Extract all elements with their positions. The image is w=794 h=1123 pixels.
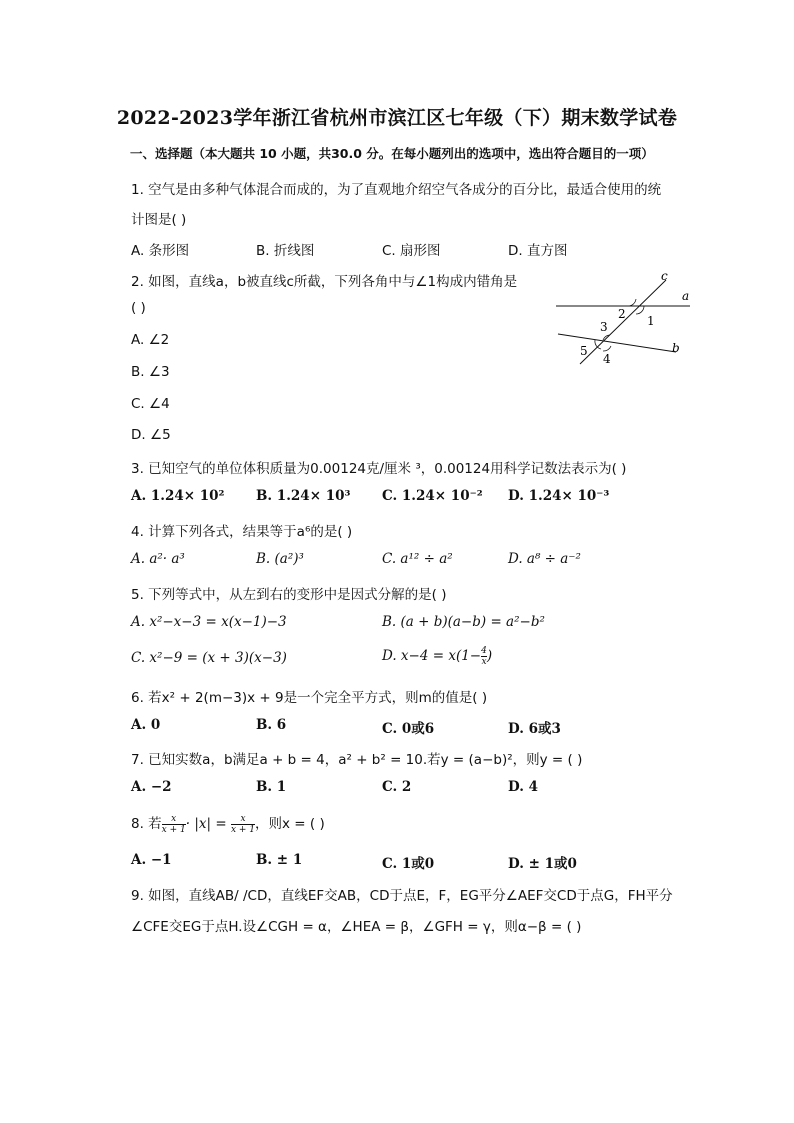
page-title: 2022-2023学年浙江省杭州市滨江区七年级（下）期末数学试卷 — [116, 107, 678, 129]
angle-arc-4 — [603, 346, 611, 351]
question-1-text-line1: 1. 空气是由多种气体混合而成的，为了直观地介绍空气各成分的百分比，最适合使用的统 — [131, 182, 662, 198]
label-2: 2 — [618, 307, 626, 321]
q5-option-d-close: ) — [486, 648, 493, 664]
q3-option-d: D. 1.24× 10⁻³ — [508, 488, 610, 504]
angle-arc-2 — [628, 299, 636, 306]
angle-arc-1 — [636, 306, 644, 314]
fraction-numerator: x — [240, 813, 246, 824]
q8-option-c: C. 1或0 — [382, 856, 435, 872]
question-2-text-line2: ( ) — [131, 300, 146, 316]
q3-option-c: C. 1.24× 10⁻² — [382, 488, 483, 504]
q8-prefix: 8. 若 — [131, 816, 162, 832]
q3-option-b: B. 1.24× 10³ — [256, 488, 351, 504]
q2-option-b: B. ∠3 — [131, 364, 170, 380]
q1-option-a: A. 条形图 — [131, 243, 190, 259]
q7-option-c: C. 2 — [382, 779, 412, 795]
q5-option-b: B. (a + b)(a−b) = a²−b² — [382, 614, 545, 630]
q5-option-a: A. x²−x−3 = x(x−1)−3 — [131, 614, 287, 630]
fraction-denominator: x — [481, 657, 487, 667]
line-b — [558, 334, 676, 352]
q6-option-d: D. 6或3 — [508, 721, 561, 737]
question-3-text: 3. 已知空气的单位体积质量为0.00124克/厘米 ³，0.00124用科学记数法表示为( ) — [131, 461, 627, 477]
q8-fraction-2 — [231, 814, 255, 835]
question-5-text: 5. 下列等式中，从左到右的变形中是因式分解的是( ) — [131, 587, 447, 603]
q5-option-d-text: D. x−4 = x(1− — [382, 648, 482, 664]
q1-option-c: C. 扇形图 — [382, 243, 441, 259]
label-4: 4 — [603, 352, 611, 366]
question-4-text: 4. 计算下列各式，结果等于a⁶的是( ) — [131, 524, 353, 540]
q6-option-c: C. 0或6 — [382, 721, 435, 737]
q7-option-d: D. 4 — [508, 779, 539, 795]
q5-option-c: C. x²−9 = (x + 3)(x−3) — [131, 650, 287, 666]
question-1-text-line2: 计图是( ) — [131, 212, 187, 228]
q2-parallel-lines-figure — [548, 268, 698, 368]
question-9-text-line1: 9. 如图，直线AB/ /CD，直线EF交AB，CD于点E，F，EG平分∠AEF交CD于点G，FH平分 — [131, 888, 673, 904]
q6-option-a: A. 0 — [131, 717, 161, 733]
q8-middle: · |x| = — [185, 816, 227, 832]
q4-option-d: D. a⁸ ÷ a⁻² — [508, 551, 581, 567]
label-5: 5 — [580, 344, 588, 358]
q2-option-d: D. ∠5 — [131, 427, 171, 443]
question-7-text: 7. 已知实数a，b满足a + b = 4，a² + b² = 10.若y = (a−b)²，则y = ( ) — [131, 752, 583, 768]
fraction-denominator: x + 1 — [161, 824, 186, 835]
q5-option-d — [382, 646, 492, 667]
label-3: 3 — [600, 320, 608, 334]
q1-option-d: D. 直方图 — [508, 243, 568, 259]
q8-suffix: ，则x = ( ) — [255, 816, 325, 832]
q7-option-b: B. 1 — [256, 779, 287, 795]
q8-option-d: D. ± 1或0 — [508, 856, 577, 872]
q8-option-a: A. −1 — [131, 852, 172, 868]
fraction-numerator: 4 — [481, 646, 487, 656]
q1-option-b: B. 折线图 — [256, 243, 315, 259]
q8-fraction-1 — [162, 814, 186, 835]
q4-option-a: A. a²· a³ — [131, 551, 185, 567]
question-8-text — [131, 812, 325, 835]
label-a: a — [682, 289, 690, 303]
q3-option-a: A. 1.24× 10² — [131, 488, 225, 504]
q4-option-b: B. (a²)³ — [256, 551, 304, 567]
fraction-numerator: x — [171, 813, 177, 824]
fraction-denominator: x + 1 — [230, 824, 256, 835]
q6-option-b: B. 6 — [256, 717, 287, 733]
q4-option-c: C. a¹² ÷ a² — [382, 551, 453, 567]
question-9-text-line2: ∠CFE交EG于点H.设∠CGH = α，∠HEA = β，∠GFH = γ，则α−β = ( ) — [131, 919, 582, 935]
question-6-text: 6. 若x² + 2(m−3)x + 9是一个完全平方式，则m的值是( ) — [131, 690, 488, 706]
section-heading: 一、选择题（本大题共 10 小题，共30.0 分。在每小题列出的选项中，选出符合题目的一项） — [130, 146, 654, 161]
q7-option-a: A. −2 — [131, 779, 172, 795]
label-c: c — [661, 269, 668, 283]
q2-option-a: A. ∠2 — [131, 332, 170, 348]
label-1: 1 — [647, 314, 655, 328]
q8-option-b: B. ± 1 — [256, 852, 303, 868]
question-2-text-line1: 2. 如图，直线a，b被直线c所截，下列各角中与∠1构成内错角是 — [131, 274, 518, 290]
q2-option-c: C. ∠4 — [131, 396, 170, 412]
label-b: b — [672, 341, 680, 355]
